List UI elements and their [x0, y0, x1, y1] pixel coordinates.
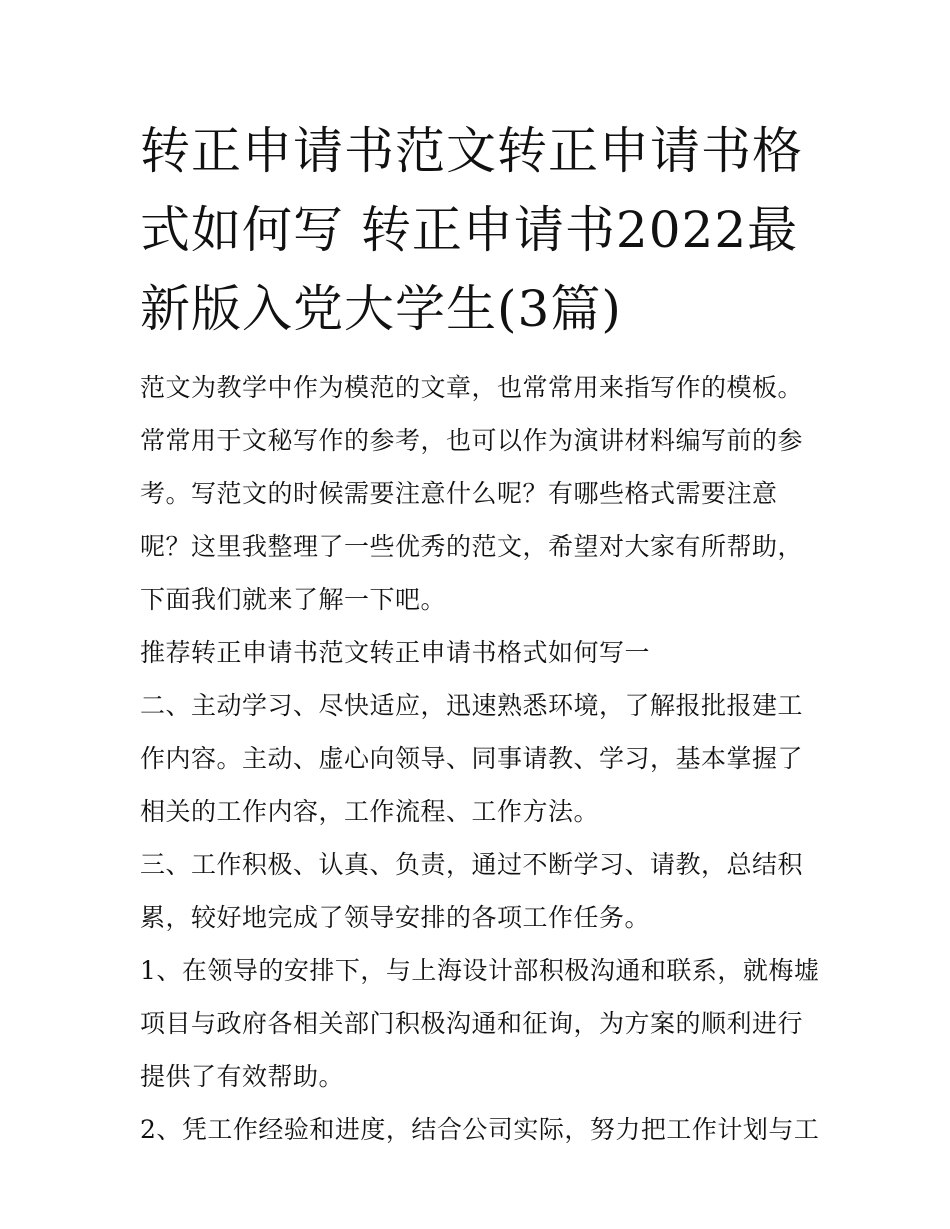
document-body — [140, 112, 820, 1156]
paragraph-three: 三、工作积极、认真、负责，通过不断学习、请教，总结积累，较好地完成了领导安排的各项工作任务。 — [140, 850, 804, 932]
paragraph-item-1: 1、在领导的安排下，与上海设计部积极沟通和联系，就梅墟项目与政府各相关部门积极沟通和征询，为方案的顺利进行提供了有效帮助。 — [140, 956, 820, 1091]
paragraph-two: 二、主动学习、尽快适应，迅速熟悉环境，了解报批报建工作内容。主动、虚心向领导、同事请教、学习，基本掌握了相关的工作内容，工作流程、工作方法。 — [140, 691, 804, 826]
section-heading: 推荐转正申请书范文转正申请书格式如何写一 — [140, 638, 651, 667]
document-title: 转正申请书范文转正申请书格式如何写 转正申请书2022最新版入党大学生(3篇) — [140, 122, 803, 338]
paragraph-item-2: 2、凭工作经验和进度，结合公司实际，努力把工作计划与工 — [140, 1115, 820, 1144]
intro-paragraph: 范文为教学中作为模范的文章，也常常用来指写作的模板。常常用于文秘写作的参考，也可以作为演讲材料编写前的参考。写范文的时候需要注意什么呢？有哪些格式需要注意呢？这里我整理了一些优秀的范文，希望对大家有所帮助，下面我们就来了解一下吧。 — [140, 373, 804, 614]
